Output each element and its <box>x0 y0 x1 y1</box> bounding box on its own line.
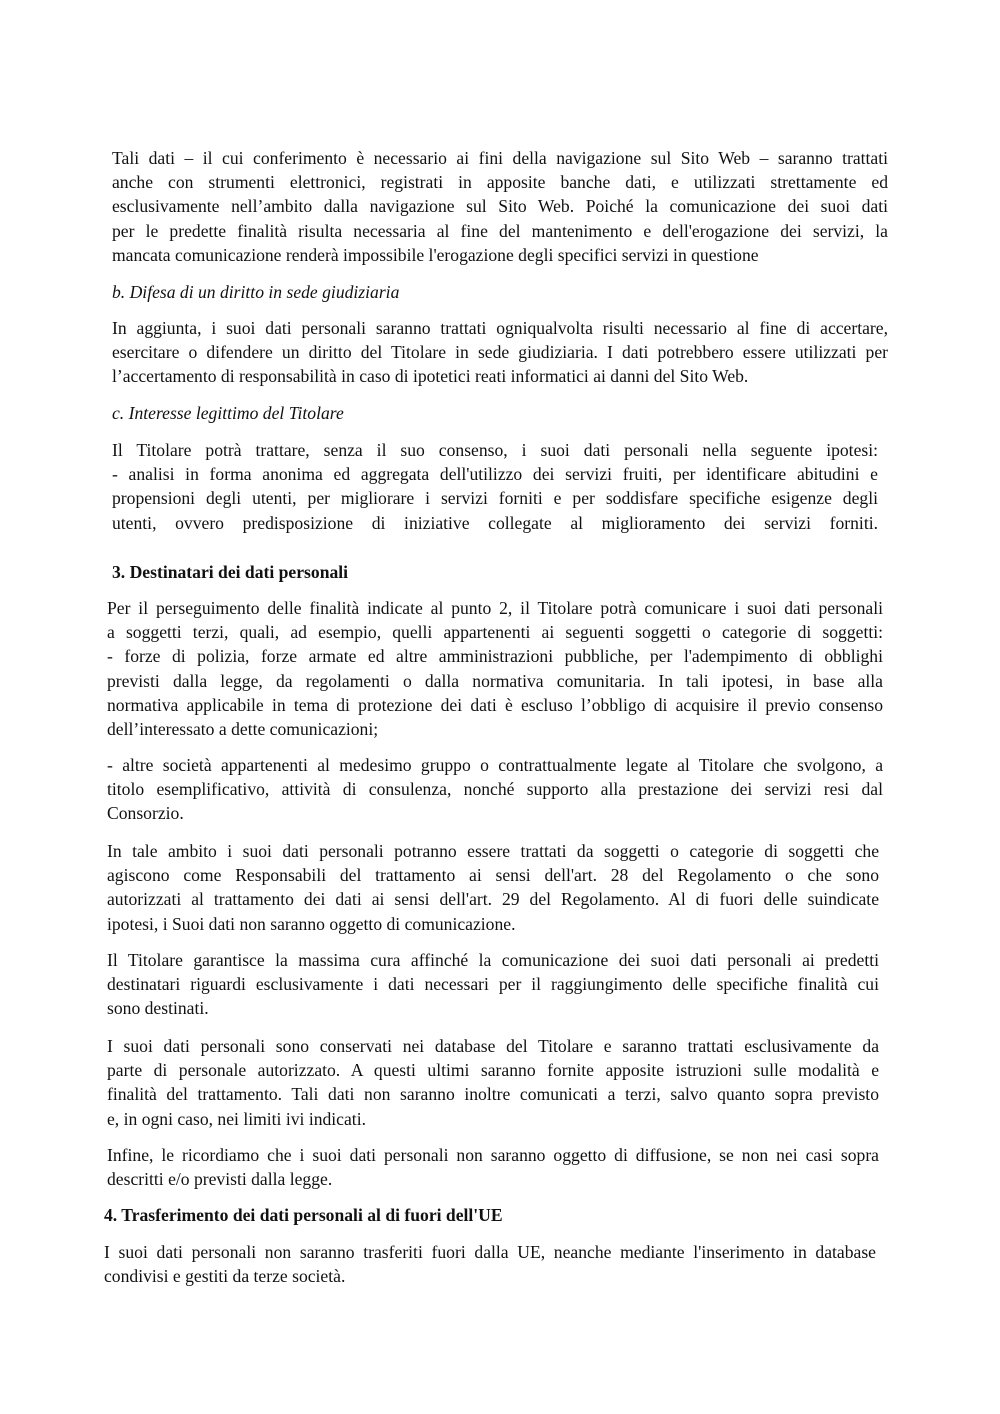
text-line: utenti, ovvero predisposizione di iniziative collegate al miglioramento dei servizi forniti. <box>112 512 878 533</box>
text-line: Consorzio. <box>107 803 184 824</box>
text-line: autorizzati al trattamento dei dati ai sensi dell'art. 29 del Regolamento. Al di fuori delle suindicate <box>107 889 879 910</box>
text-line: propensioni degli utenti, per migliorare i servizi forniti e per soddisfare specifiche esigenze degli <box>112 488 878 509</box>
text-line: previsti dalla legge, da regolamenti o dalla normativa comunitaria. In tali ipotesi, in base alla <box>107 670 883 691</box>
text-line: I suoi dati personali non saranno trasferiti fuori dalla UE, neanche mediante l'inserimento in database <box>104 1242 876 1262</box>
text-line: - analisi in forma anonima ed aggregata dell'utilizzo dei servizi fruiti, per identificare abitudini e <box>112 464 878 485</box>
text-line: dell’interessato a dette comunicazioni; <box>107 719 379 740</box>
text-line: anche con strumenti elettronici, registrati in apposite banche dati, e utilizzati strettamente ed <box>112 172 888 193</box>
paragraph-care-guarantee <box>107 948 879 1021</box>
text-line: condivisi e gestiti da terze società. <box>104 1266 346 1287</box>
text-line: Il Titolare garantisce la massima cura affinché la comunicazione dei suoi dati personali ai predetti <box>107 950 879 970</box>
text-line: Per il perseguimento delle finalità indicate al punto 2, il Titolare potrà comunicare i suoi dati personali <box>107 598 883 618</box>
text-line: esercitare o difendere un diritto del Titolare in sede giudiziaria. I dati potrebbero essere utilizzati per <box>112 342 888 363</box>
text-line: mancata comunicazione renderà impossibile l'erogazione degli specifici servizi in questione <box>112 244 759 265</box>
text-line: per le predette finalità risulta necessaria al fine del mantenimento e dell'erogazione dei servizi, la <box>112 220 888 241</box>
section-heading-4-text: 4. Trasferimento dei dati personali al di fuori dell'UE <box>104 1205 503 1225</box>
text-line: parte di personale autorizzato. A questi ultimi saranno fornite apposite istruzioni sulle modalità e <box>107 1060 879 1081</box>
text-line: descritti e/o previsti dalla legge. <box>107 1169 333 1190</box>
text-line: Infine, le ricordiamo che i suoi dati personali non saranno oggetto di diffusione, se non nei casi sopra <box>107 1145 879 1165</box>
text-line: destinatari riguardi esclusivamente i dati necessari per il raggiungimento delle specifiche finalità cui <box>107 974 879 995</box>
text-line: l’accertamento di responsabilità in caso di ipotetici reati informatici ai danni del Sito Web. <box>112 366 749 387</box>
text-line: agiscono come Responsabili del trattamento ai sensi dell'art. 28 del Regolamento o che sono <box>107 865 879 886</box>
paragraph-recipients <box>107 596 883 741</box>
paragraph-diffusion <box>107 1143 879 1191</box>
text-line: Tali dati – il cui conferimento è necessario ai fini della navigazione sul Sito Web – saranno trattati <box>112 148 888 168</box>
text-line: a soggetti terzi, quali, ad esempio, quelli appartenenti ai seguenti soggetti o categorie di soggetti: <box>107 622 883 643</box>
paragraph-storage <box>107 1034 879 1131</box>
paragraph-legal-defense <box>112 316 888 389</box>
text-line: ipotesi, i Suoi dati non saranno oggetto di comunicazione. <box>107 913 516 934</box>
paragraph-transfer <box>104 1240 876 1288</box>
subheading-c <box>112 401 888 425</box>
text-line: e, in ogni caso, nei limiti ivi indicati. <box>107 1108 366 1129</box>
subheading-c-text: c. Interesse legittimo del Titolare <box>112 403 344 423</box>
subheading-b <box>112 280 888 304</box>
text-line: sono destinati. <box>107 998 209 1019</box>
text-line: normativa applicabile in tema di protezione dei dati è escluso l’obbligo di acquisire il previo consenso <box>107 694 883 715</box>
text-line: finalità del trattamento. Tali dati non saranno inoltre comunicati a terzi, salvo quanto sopra previsto <box>107 1084 879 1105</box>
section-heading-3-text: 3. Destinatari dei dati personali <box>112 562 349 582</box>
text-line: esclusivamente nell’ambito dalla navigazione sul Sito Web. Poiché la comunicazione dei suoi dati <box>112 196 888 217</box>
text-line: In aggiunta, i suoi dati personali saranno trattati ogniqualvolta risulti necessario al fine di accertare, <box>112 318 888 338</box>
text-line: titolo esemplificativo, attività di consulenza, nonché supporto alla prestazione dei servizi resi dal <box>107 779 883 800</box>
paragraph-group-companies <box>107 753 883 826</box>
paragraph-navigation-data <box>112 146 888 267</box>
text-line: - forze di polizia, forze armate ed altre amministrazioni pubbliche, per l'adempimento di obblighi <box>107 646 883 667</box>
section-heading-3 <box>112 560 888 584</box>
text-line: I suoi dati personali sono conservati nei database del Titolare e saranno trattati esclusivamente da <box>107 1036 879 1056</box>
text-line: Il Titolare potrà trattare, senza il suo consenso, i suoi dati personali nella seguente ipotesi: <box>112 440 878 460</box>
subheading-b-text: b. Difesa di un diritto in sede giudiziaria <box>112 282 400 302</box>
paragraph-legitimate-interest <box>112 438 878 535</box>
section-heading-4 <box>104 1203 880 1227</box>
text-line: In tale ambito i suoi dati personali potranno essere trattati da soggetti o categorie di soggetti che <box>107 841 879 861</box>
text-line: - altre società appartenenti al medesimo gruppo o contrattualmente legate al Titolare che svolgono, a <box>107 755 883 775</box>
paragraph-processors <box>107 839 879 936</box>
